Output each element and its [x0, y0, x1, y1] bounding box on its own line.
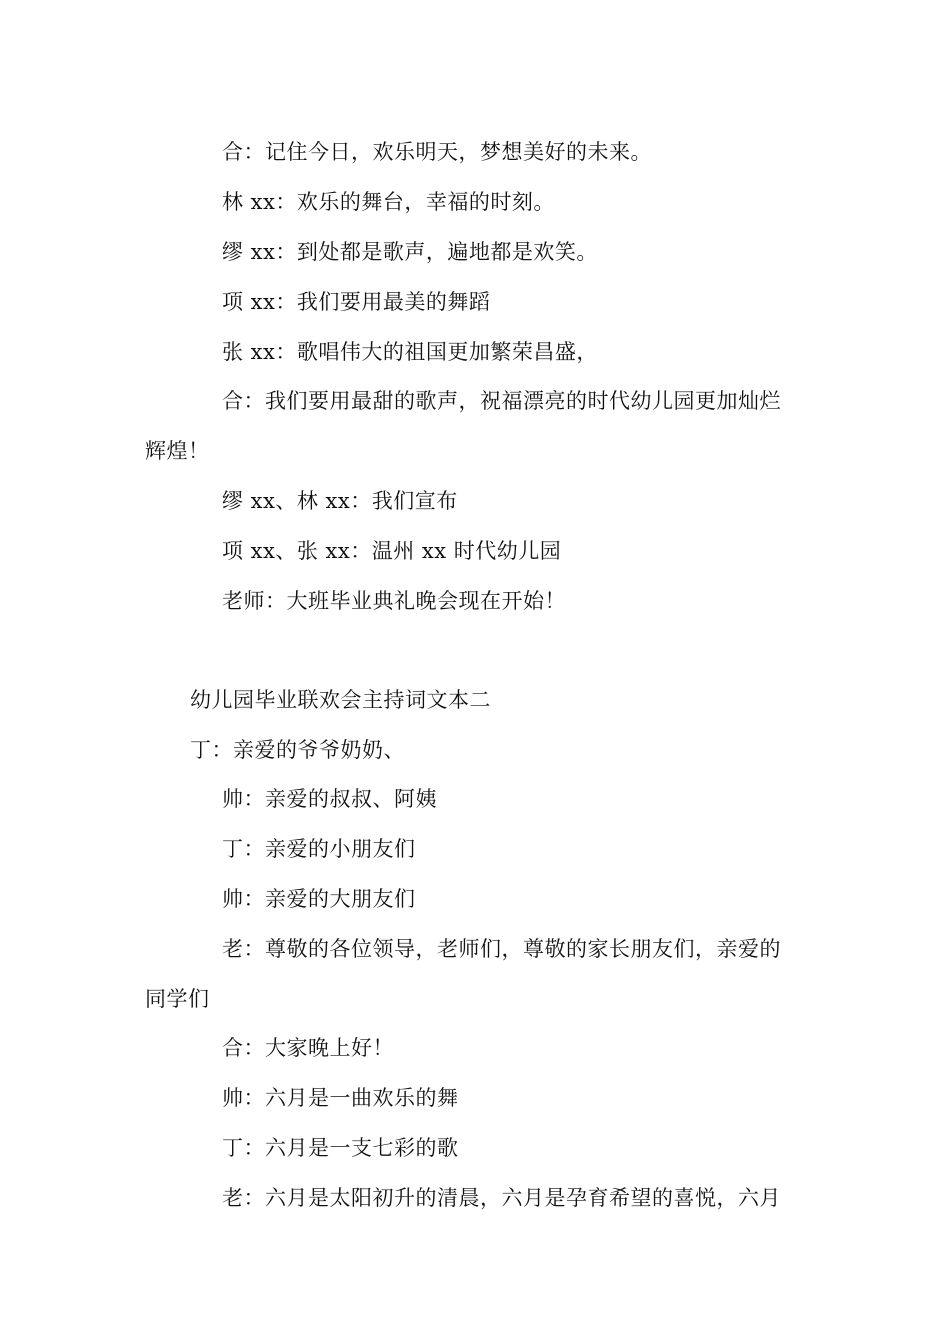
paragraph-line: 项 xx：我们要用最美的舞蹈 [222, 290, 491, 314]
paragraph-line: 丁：六月是一支七彩的歌 [222, 1136, 459, 1160]
paragraph-line: 合：我们要用最甜的歌声，祝福漂亮的时代幼儿园更加灿烂 [222, 389, 781, 413]
paragraph-line: 帅：亲爱的叔叔、阿姨 [222, 787, 437, 811]
paragraph-line: 帅：六月是一曲欢乐的舞 [222, 1086, 459, 1110]
paragraph-line: 老：六月是太阳初升的清晨，六月是孕育希望的喜悦，六月 [222, 1186, 781, 1210]
paragraph-line-continuation: 辉煌！ [145, 439, 210, 463]
paragraph-line: 合：记住今日，欢乐明天，梦想美好的未来。 [222, 140, 652, 164]
paragraph-line: 丁：亲爱的小朋友们 [222, 837, 416, 861]
paragraph-line: 缪 xx、林 xx：我们宣布 [222, 489, 458, 513]
paragraph-line: 老师：大班毕业典礼晚会现在开始！ [222, 589, 566, 613]
section-title: 幼儿园毕业联欢会主持词文本二 [190, 688, 491, 712]
paragraph-line: 林 xx：欢乐的舞台，幸福的时刻。 [222, 190, 555, 214]
paragraph-line: 缪 xx：到处都是歌声，遍地都是欢笑。 [222, 240, 598, 264]
paragraph-line: 老：尊敬的各位领导，老师们，尊敬的家长朋友们，亲爱的 [222, 937, 781, 961]
paragraph-line: 项 xx、张 xx：温州 xx 时代幼儿园 [222, 539, 562, 563]
paragraph-line: 张 xx：歌唱伟大的祖国更加繁荣昌盛， [222, 340, 598, 364]
paragraph-line: 丁：亲爱的爷爷奶奶、 [190, 738, 405, 762]
paragraph-line: 合：大家晚上好！ [222, 1036, 394, 1060]
paragraph-line: 帅：亲爱的大朋友们 [222, 887, 416, 911]
paragraph-line-continuation: 同学们 [145, 987, 210, 1011]
